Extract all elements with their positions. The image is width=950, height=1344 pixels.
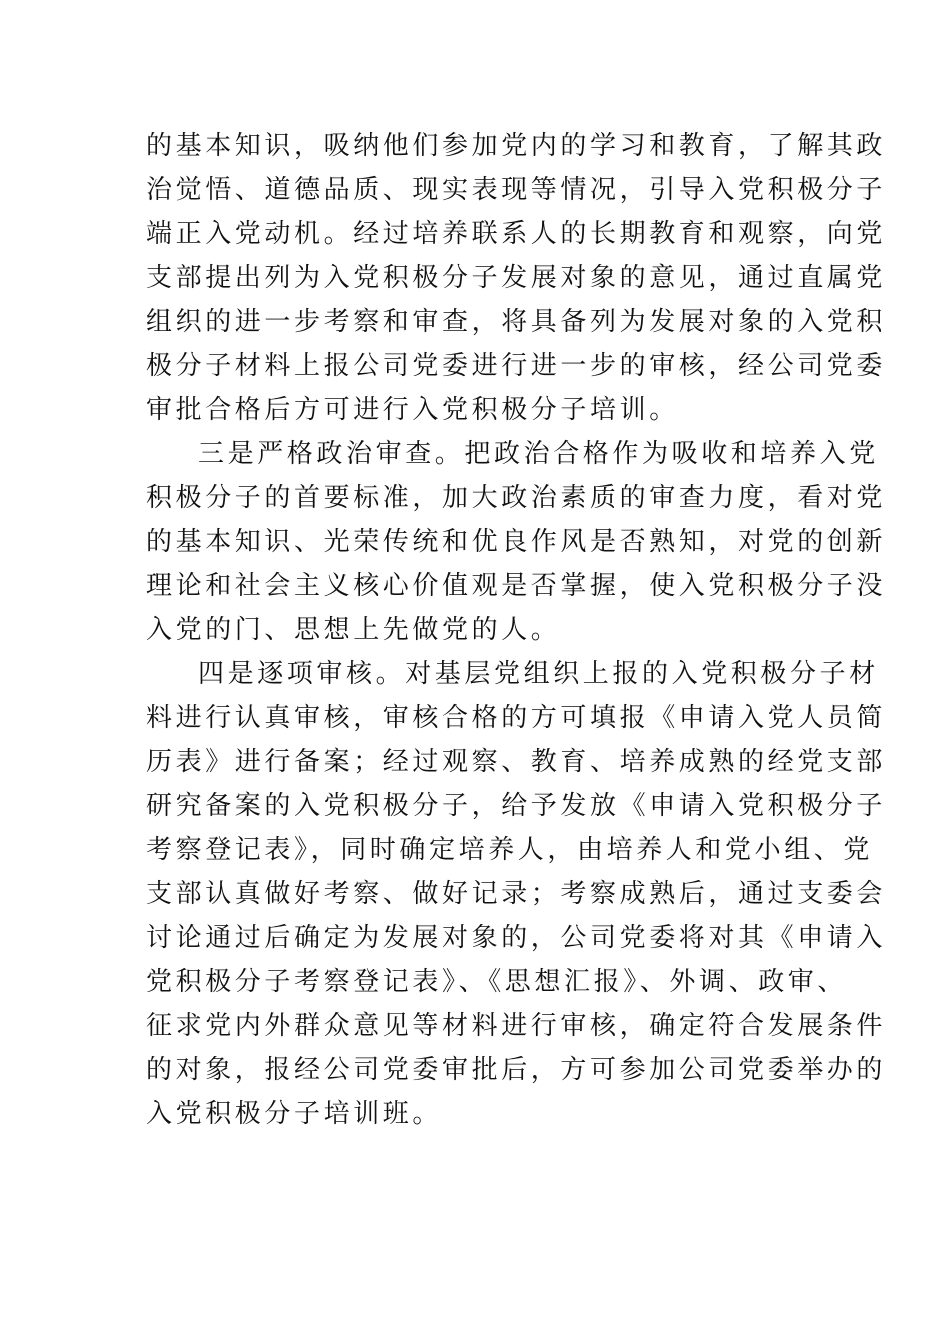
- text-line: 历表》进行备案；经过观察、教育、培养成熟的经党支部: [146, 747, 887, 777]
- text-line: 端正入党动机。经过培养联系人的长期教育和观察，向党: [146, 219, 887, 249]
- text-line: 的基本知识，吸纳他们参加党内的学习和教育，了解其政: [146, 131, 887, 161]
- text-line: 治觉悟、道德品质、现实表现等情况，引导入党积极分子: [146, 175, 887, 205]
- text-line: 党积极分子考察登记表》、《思想汇报》、外调、政审、: [146, 967, 848, 997]
- paragraph-first-line: 四是逐项审核。对基层党组织上报的入党积极分子材: [198, 659, 879, 689]
- text-line: 组织的进一步考察和审查，将具备列为发展对象的入党积: [146, 307, 887, 337]
- text-line: 极分子材料上报公司党委进行进一步的审核，经公司党委: [146, 351, 887, 381]
- text-line: 研究备案的入党积极分子，给予发放《申请入党积极分子: [146, 791, 887, 821]
- text-line: 考察登记表》，同时确定培养人，由培养人和党小组、党: [146, 835, 874, 865]
- text-line: 入党的门、思想上先做党的人。: [146, 615, 561, 645]
- text-line: 征求党内外群众意见等材料进行审核，确定符合发展条件: [146, 1011, 887, 1041]
- text-line: 讨论通过后确定为发展对象的，公司党委将对其《申请入: [146, 923, 887, 953]
- text-line: 理论和社会主义核心价值观是否掌握，使入党积极分子没: [146, 571, 887, 601]
- text-line: 审批合格后方可进行入党积极分子培训。: [146, 395, 679, 425]
- text-line: 支部提出列为入党积极分子发展对象的意见，通过直属党: [146, 263, 887, 293]
- text-line: 入党积极分子培训班。: [146, 1099, 443, 1129]
- text-line: 积极分子的首要标准，加大政治素质的审查力度，看对党: [146, 483, 887, 513]
- text-line: 料进行认真审核，审核合格的方可填报《申请入党人员简: [146, 703, 887, 733]
- paragraph-first-line: 三是严格政治审查。把政治合格作为吸收和培养入党: [198, 439, 879, 469]
- text-line: 的对象，报经公司党委审批后，方可参加公司党委举办的: [146, 1055, 887, 1085]
- body-text: [146, 124, 887, 1136]
- text-line: 的基本知识、光荣传统和优良作风是否熟知，对党的创新: [146, 527, 887, 557]
- text-line: 支部认真做好考察、做好记录；考察成熟后，通过支委会: [146, 879, 887, 909]
